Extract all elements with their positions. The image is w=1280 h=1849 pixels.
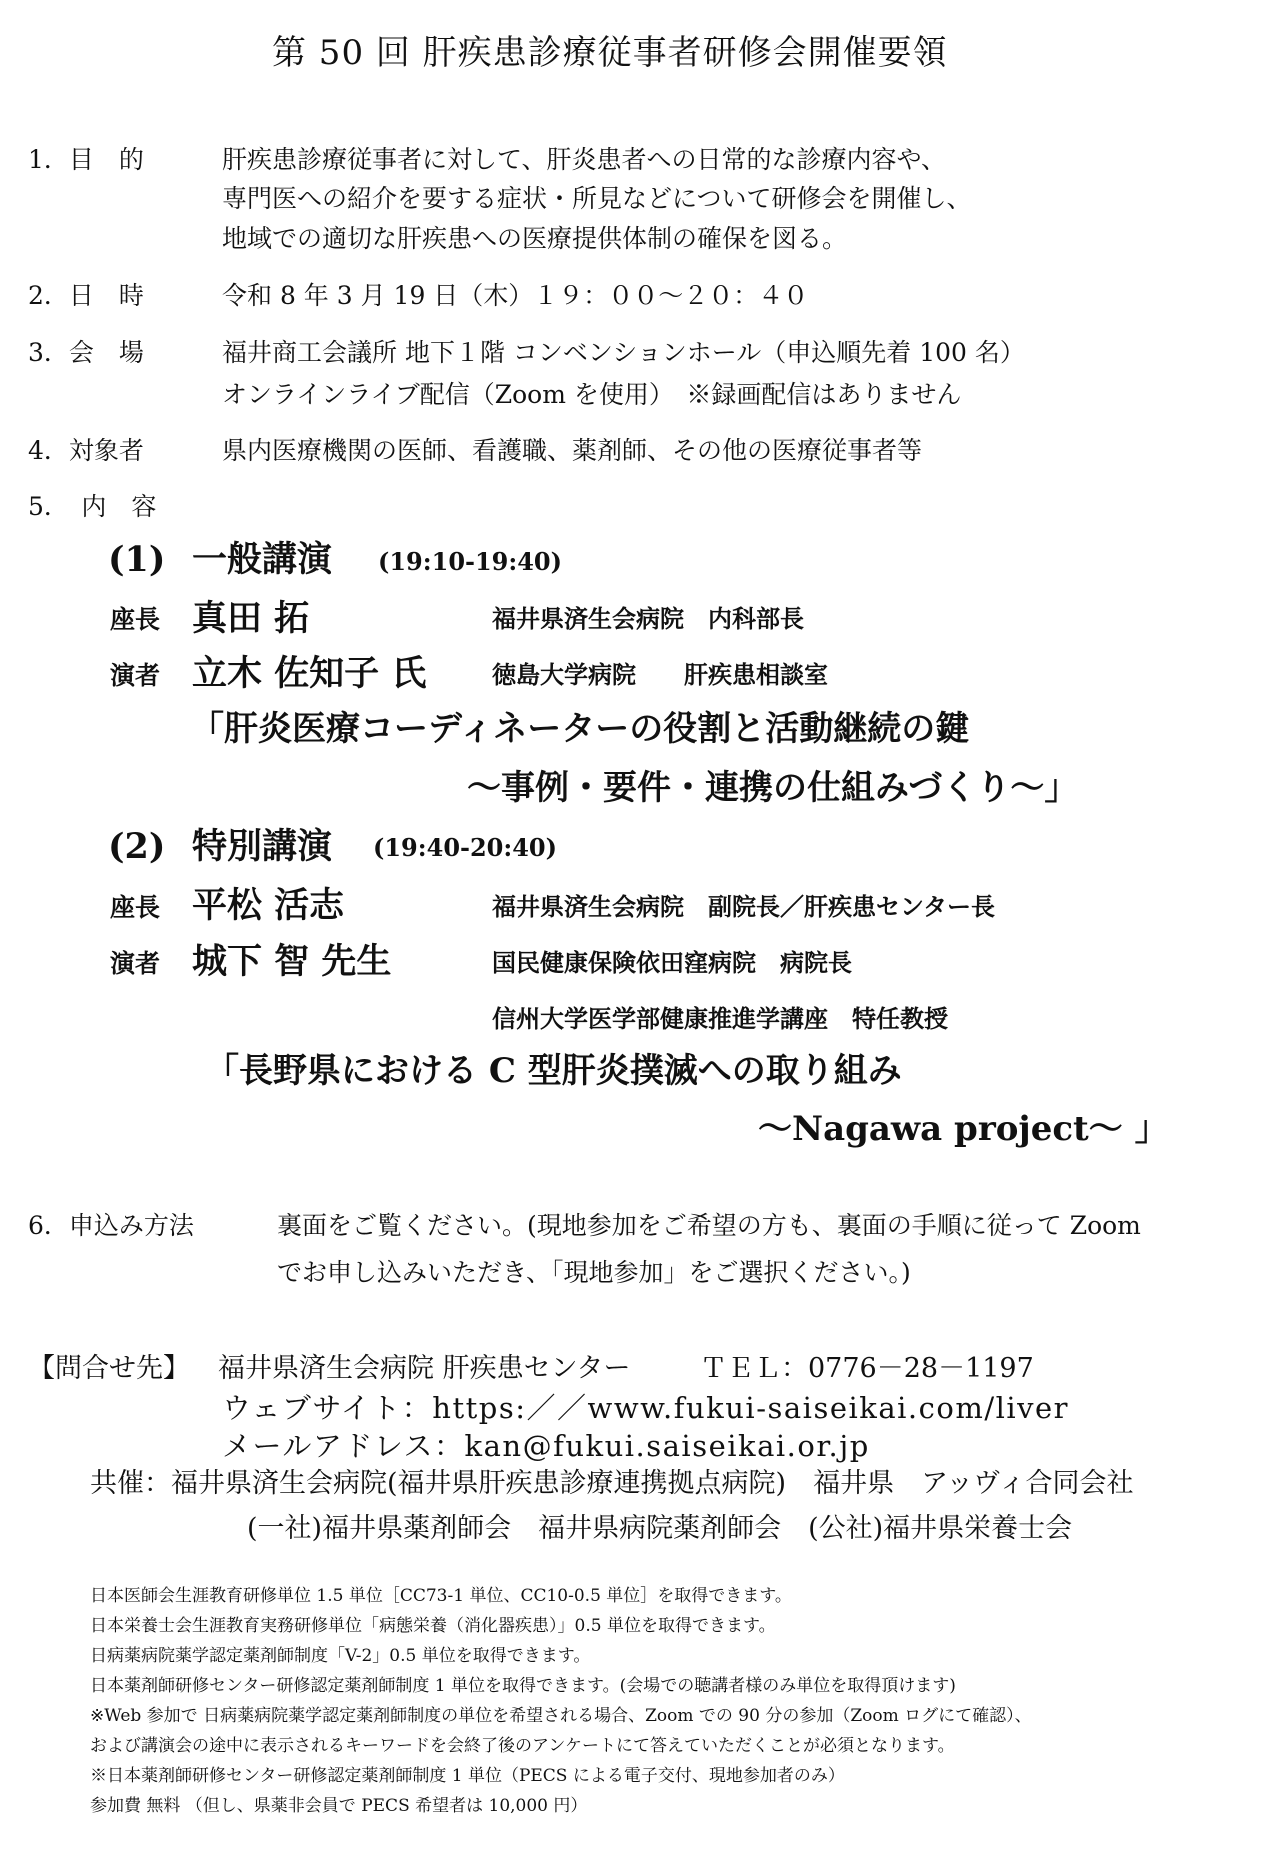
lecture1-number: (1) <box>108 539 166 580</box>
sponsors-line: (一社)福井県薬剤師会 福井県病院薬剤師会 (公社)福井県栄養士会 <box>247 1513 1073 1544</box>
lecture2-title-line: ～Nagawa project～ 」 <box>758 1109 1169 1149</box>
lecture1-title-line: ～事例・要件・連携の仕組みづくり～」 <box>467 768 1079 808</box>
apply-line: でお申し込みいただき、「現地参加」をご選択ください。) <box>277 1258 911 1287</box>
footnote: 日本医師会生涯教育研修単位 1.5 単位［CC73-1 単位、CC10-0.5 単位］を取得できます。 <box>90 1586 792 1606</box>
purpose-number: 1．目 的 <box>28 145 144 174</box>
lecture2-title-line: 「長野県における C 型肝炎撲滅への取り組み <box>205 1051 902 1091</box>
lecture2-chair-label: 座長 <box>110 893 161 922</box>
audience-text: 県内医療機関の医師、看護職、薬剤師、その他の医療従事者等 <box>222 436 923 465</box>
datetime-number: 2．日 時 <box>28 281 144 310</box>
venue-number: 3．会 場 <box>28 338 144 367</box>
lecture1-chair-affiliation: 福井県済生会病院 内科部長 <box>492 604 804 633</box>
lecture1-speaker-label: 演者 <box>110 661 161 690</box>
footnote: 参加費 無料 （但し、県薬非会員で PECS 希望者は 10,000 円） <box>90 1796 588 1816</box>
lecture1-speaker-affiliation: 徳島大学病院 肝疾患相談室 <box>492 660 828 689</box>
lecture1-chair-label: 座長 <box>110 605 161 634</box>
lecture1-chair-name: 真田 拓 <box>192 598 310 639</box>
audience-number: 4．対象者 <box>28 436 144 465</box>
venue-line: 福井商工会議所 地下１階 コンベンションホール（申込順先着 100 名） <box>222 338 1025 367</box>
lecture2-number: (2) <box>108 826 166 867</box>
footnote: 日病薬病院薬学認定薬剤師制度「V-2」0.5 単位を取得できます。 <box>90 1646 591 1666</box>
purpose-line: 肝疾患診療従事者に対して、肝炎患者への日常的な診療内容や、 <box>222 145 947 174</box>
lecture2-speaker-name: 城下 智 先生 <box>192 941 392 982</box>
sponsors-line: 共催：福井県済生会病院(福井県肝疾患診療連携拠点病院) 福井県 アッヴィ合同会社 <box>90 1468 1134 1499</box>
lecture1-time: (19:10-19:40) <box>378 547 562 576</box>
lecture2-speaker-label: 演者 <box>110 949 161 978</box>
lecture1-title: 一般講演 <box>192 539 333 580</box>
footnote: 日本栄養士会生涯教育実務研修単位「病態栄養（消化器疾患）」0.5 単位を取得できます。 <box>90 1616 776 1636</box>
lecture2-chair-affiliation: 福井県済生会病院 副院長／肝疾患センター長 <box>492 892 996 921</box>
datetime-text: 令和 8 年 3 月 19 日（木）１９：００～２０：４０ <box>222 281 809 310</box>
contact-tel: ＴＥＬ：0776－28－1197 <box>700 1353 1034 1384</box>
lecture2-chair-name: 平松 活志 <box>192 885 345 926</box>
lecture1-title-line: 「肝炎医療コーディネーターの役割と活動継続の鍵 <box>190 709 970 749</box>
lecture1-speaker-name: 立木 佐知子 氏 <box>192 653 427 694</box>
content-number: 5． 内 容 <box>28 492 157 521</box>
page-title: 第 50 回 肝疾患診療従事者研修会開催要領 <box>272 33 948 73</box>
lecture2-time: (19:40-20:40) <box>373 833 557 862</box>
lecture2-speaker-affiliation: 国民健康保険依田窪病院 病院長 <box>492 948 852 977</box>
footnote: ※Web 参加で 日病薬病院薬学認定薬剤師制度の単位を希望される場合、Zoom での 90 分の参加（Zoom ログにて確認）、 <box>90 1706 1032 1726</box>
footnote: 日本薬剤師研修センター研修認定薬剤師制度 1 単位を取得できます。(会場での聴講者様のみ単位を取得頂けます) <box>90 1676 956 1696</box>
footnote: ※日本薬剤師研修センター研修認定薬剤師制度 1 単位（PECS による電子交付、現地参加者のみ） <box>90 1766 845 1786</box>
lecture2-speaker-affiliation: 信州大学医学部健康推進学講座 特任教授 <box>492 1004 948 1033</box>
contact-email: メールアドレス：kan@fukui.saiseikai.or.jp <box>222 1429 870 1463</box>
lecture2-title: 特別講演 <box>192 826 333 867</box>
footnote: および講演会の途中に表示されるキーワードを会終了後のアンケートにて答えていただくことが必須となります。 <box>90 1736 955 1756</box>
purpose-line: 専門医への紹介を要する症状・所見などについて研修会を開催し、 <box>222 184 972 213</box>
apply-line: 裏面をご覧ください。(現地参加をご希望の方も、裏面の手順に従って Zoom <box>277 1211 1141 1240</box>
contact-org: 福井県済生会病院 肝疾患センター <box>218 1353 631 1384</box>
contact-website: ウェブサイト：https:／／www.fukui-saiseikai.com/liver <box>222 1391 1070 1425</box>
purpose-line: 地域での適切な肝疾患への医療提供体制の確保を図る。 <box>222 224 848 253</box>
contact-label: 【問合せ先】 <box>28 1353 190 1384</box>
venue-line: オンラインライブ配信（Zoom を使用） ※録画配信はありません <box>222 380 962 409</box>
apply-number: 6．申込み方法 <box>28 1211 194 1240</box>
